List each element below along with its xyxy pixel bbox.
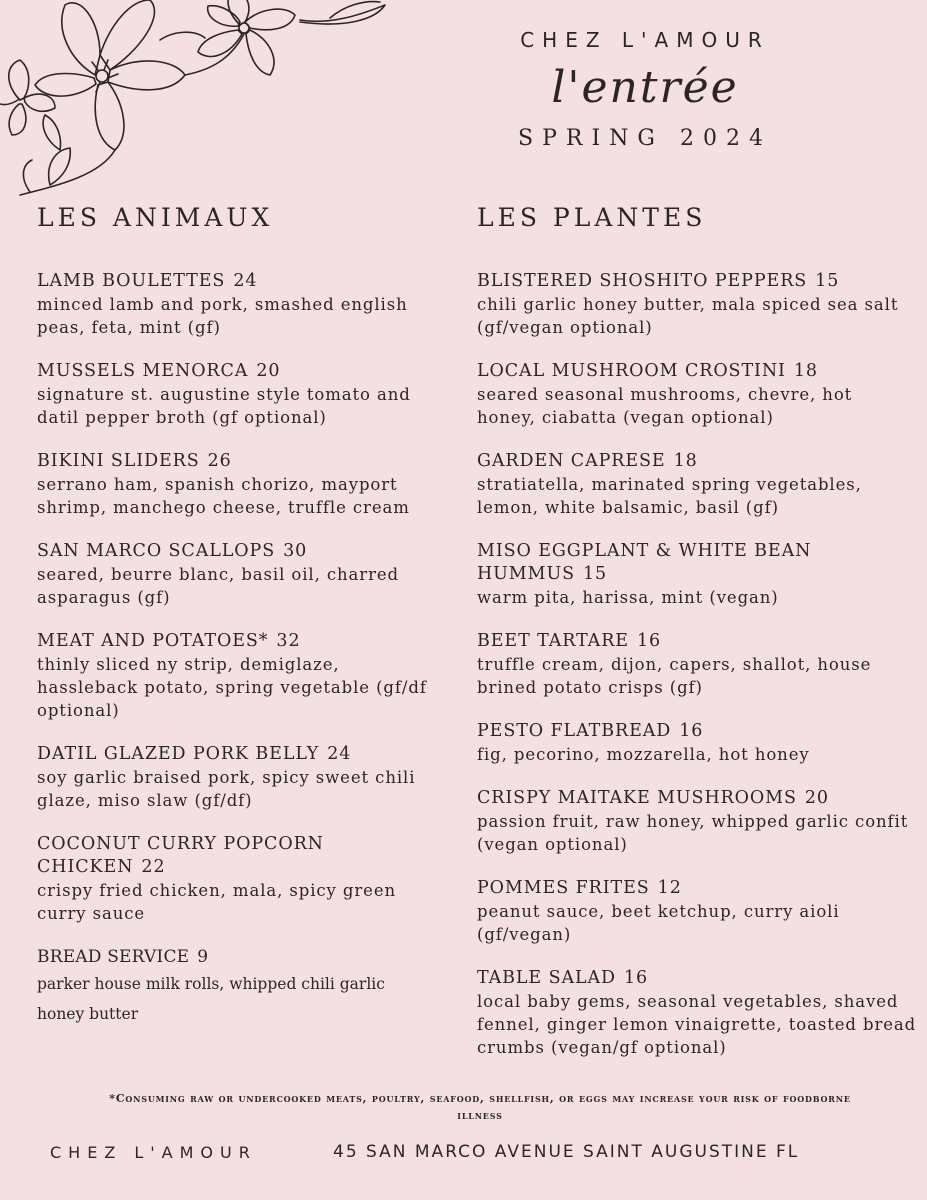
menu-item bbox=[477, 720, 917, 766]
item-price: 9 bbox=[197, 947, 209, 967]
item-description: fig, pecorino, mozzarella, hot honey bbox=[477, 745, 810, 764]
menu-item bbox=[37, 450, 437, 519]
item-description: truffle cream, dijon, capers, shallot, house brined potato crisps (gf) bbox=[477, 655, 872, 697]
item-price: 30 bbox=[283, 541, 308, 561]
menu-item bbox=[477, 360, 917, 429]
item-description: local baby gems, seasonal vegetables, shaved fennel, ginger lemon vinaigrette, toasted bread crumbs (vegan/gf optional) bbox=[477, 992, 917, 1057]
menu-item bbox=[477, 787, 917, 856]
restaurant-name: CHEZ L'AMOUR bbox=[520, 28, 770, 52]
menu-item bbox=[37, 630, 437, 722]
item-price: 24 bbox=[327, 744, 352, 764]
item-name: BREAD SERVICE bbox=[37, 947, 190, 967]
item-description: chili garlic honey butter, mala spiced sea salt (gf/vegan optional) bbox=[477, 295, 899, 337]
item-price: 24 bbox=[233, 271, 258, 291]
item-name: BIKINI SLIDERS bbox=[37, 451, 200, 471]
menu-item bbox=[477, 540, 917, 609]
item-description: seared, beurre blanc, basil oil, charred asparagus (gf) bbox=[37, 565, 399, 607]
item-name: SAN MARCO SCALLOPS bbox=[37, 541, 276, 561]
season-label: SPRING 2024 bbox=[518, 126, 772, 151]
menu-item bbox=[37, 270, 437, 339]
section-title-animaux: LES ANIMAUX bbox=[37, 203, 274, 232]
item-price: 20 bbox=[256, 361, 281, 381]
item-price: 16 bbox=[679, 721, 704, 741]
raw-food-disclaimer: *Consuming raw or undercooked meats, poultry, seafood, shellfish, or eggs may increase your risk of foodborne illness bbox=[109, 1092, 851, 1122]
item-price: 16 bbox=[636, 631, 662, 651]
item-description: passion fruit, raw honey, whipped garlic confit (vegan optional) bbox=[477, 812, 909, 854]
item-price: 32 bbox=[276, 631, 301, 651]
item-name: LAMB BOULETTES bbox=[37, 271, 226, 291]
menu-item bbox=[477, 877, 917, 946]
item-description: warm pita, harissa, mint (vegan) bbox=[477, 588, 779, 607]
menu-title: l'entrée bbox=[551, 62, 739, 113]
item-name: MEAT AND POTATOES* bbox=[37, 631, 269, 651]
item-description: stratiatella, marinated spring vegetables, lemon, white balsamic, basil (gf) bbox=[477, 475, 862, 517]
item-name: TABLE SALAD bbox=[477, 968, 616, 988]
menu-item bbox=[477, 270, 917, 339]
item-price: 20 bbox=[804, 788, 829, 808]
menu-item bbox=[37, 540, 437, 609]
menu-item bbox=[37, 743, 437, 812]
item-description: soy garlic braised pork, spicy sweet chili glaze, miso slaw (gf/df) bbox=[37, 768, 416, 810]
item-price: 15 bbox=[815, 271, 840, 291]
animaux-column bbox=[37, 203, 437, 1050]
footer-address: 45 SAN MARCO AVENUE SAINT AUGUSTINE FL bbox=[333, 1142, 800, 1162]
item-name: MISO EGGPLANT & WHITE BEAN HUMMUS bbox=[477, 541, 812, 584]
item-description: seared seasonal mushrooms, chevre, hot honey, ciabatta (vegan optional) bbox=[477, 385, 853, 427]
section-title-plantes: LES PLANTES bbox=[477, 203, 707, 232]
item-description: serrano ham, spanish chorizo, mayport shrimp, manchego cheese, truffle cream bbox=[37, 475, 410, 517]
menu-item bbox=[37, 946, 437, 1029]
item-price: 22 bbox=[141, 857, 166, 877]
item-name: LOCAL MUSHROOM CROSTINI bbox=[477, 361, 786, 381]
footer-restaurant-name: CHEZ L'AMOUR bbox=[50, 1143, 257, 1162]
item-name: CRISPY MAITAKE MUSHROOMS bbox=[477, 788, 797, 808]
item-name: DATIL GLAZED PORK BELLY bbox=[37, 744, 320, 764]
item-name: COCONUT CURRY POPCORN CHICKEN bbox=[37, 834, 324, 877]
menu-item bbox=[477, 630, 917, 699]
item-description: thinly sliced ny strip, demiglaze, hassleback potato, spring vegetable (gf/df optional) bbox=[37, 655, 427, 720]
item-name: PESTO FLATBREAD bbox=[477, 721, 672, 741]
menu-item bbox=[477, 450, 917, 519]
menu-item bbox=[477, 967, 917, 1059]
item-description: crispy fried chicken, mala, spicy green curry sauce bbox=[37, 881, 397, 923]
item-price: 12 bbox=[657, 878, 682, 898]
item-description: peanut sauce, beet ketchup, curry aioli (gf/vegan) bbox=[477, 902, 840, 944]
item-name: MUSSELS MENORCA bbox=[37, 361, 249, 381]
menu-item bbox=[37, 360, 437, 429]
item-description: signature st. augustine style tomato and datil pepper broth (gf optional) bbox=[37, 385, 411, 427]
item-price: 16 bbox=[624, 968, 649, 988]
plantes-column bbox=[477, 203, 917, 1080]
item-name: BLISTERED SHOSHITO PEPPERS bbox=[477, 271, 808, 291]
item-price: 18 bbox=[673, 451, 698, 471]
item-price: 15 bbox=[582, 564, 608, 584]
item-price: 18 bbox=[793, 361, 818, 381]
floral-illustration bbox=[0, 0, 420, 200]
item-name: GARDEN CAPRESE bbox=[477, 451, 666, 471]
item-price: 26 bbox=[207, 451, 232, 471]
item-name: POMMES FRITES bbox=[477, 878, 650, 898]
item-name: BEET TARTARE bbox=[477, 631, 629, 651]
item-description: minced lamb and pork, smashed english peas, feta, mint (gf) bbox=[37, 295, 408, 337]
item-description: parker house milk rolls, whipped chili garlic honey butter bbox=[37, 975, 385, 1023]
menu-item bbox=[37, 833, 437, 925]
